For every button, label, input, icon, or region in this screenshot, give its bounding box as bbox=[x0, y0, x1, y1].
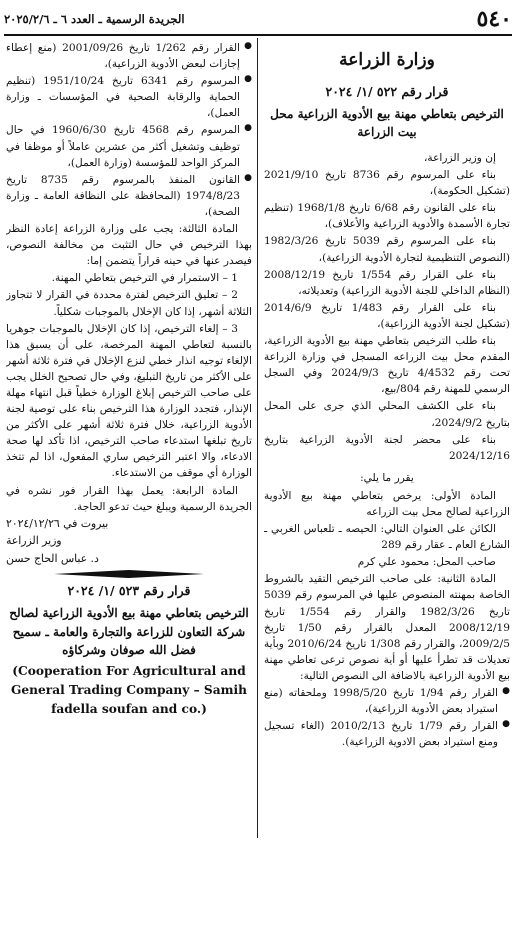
list-item: ● القانون المنفذ بالمرسوم رقم 8735 تاريخ 1974/8/23 (المحافظة على النظافة العامة ـ وزارة الصحة)، bbox=[6, 172, 252, 220]
list-item: ● المرسوم رقم 6341 تاريخ 1951/10/24 (تنظيم الحماية والرقابة الصحية في المؤسسات ـ وزارة العمل)، bbox=[6, 73, 252, 121]
ministry-title: وزارة الزراعة bbox=[339, 50, 435, 70]
page-number: ٥٤٠ bbox=[476, 6, 512, 32]
list-item: ● القرار رقم 1/94 تاريخ 1998/5/20 وملحقاته (منع استيراد بعض الأدوية الزراعية)، bbox=[264, 685, 510, 717]
option-suspend: 2 – تعليق الترخيص لفترة محددة في القرار لا تتجاوز الثلاثة أشهر، إذا كان الإخلال بالموجبات شكلياً. bbox=[6, 289, 252, 318]
decree-number-2: قرار رقم ٥٢٣ /١/ ٢٠٢٤ bbox=[67, 582, 191, 598]
preamble-item: بناء على القانون رقم 6/68 تاريخ 1968/1/8 (تنظيم تجارة الأسمدة والأدوية الزراعية والأعلاف)، bbox=[264, 202, 510, 231]
preamble-item: بناء على المرسوم رقم 5039 تاريخ 1982/3/26 (النصوص التنظيمية لتجارة الأدوية الزراعية)، bbox=[264, 235, 510, 264]
page-header bbox=[4, 4, 512, 36]
option-continue: 1 – الاستمرار في الترخيص بتعاطي المهنة. bbox=[51, 272, 238, 285]
decree-subject-2: الترخيص بتعاطي مهنة بيع الأدوية الزراعية لصالح شركة التعاون للزراعة والتجارة والعامة ـ سميح فضل الله صوفان وشركاؤه bbox=[9, 605, 249, 658]
article-four: المادة الرابعة: يعمل بهذا القرار فور نشره في الجريدة الرسمية ويبلغ حيث تدعو الحاجة. bbox=[6, 484, 252, 513]
preamble-item: بناء على الكشف المحلي الذي جرى على المحل بتاريخ 2024/9/2، bbox=[264, 400, 510, 429]
right-column bbox=[264, 40, 510, 751]
list-item: ● القرار رقم 1/262 تاريخ 2001/09/26 (منع إعطاء إجازات لبعض الأدوية الزراعية)، bbox=[6, 40, 252, 72]
preamble-item: بناء طلب الترخيص بتعاطي مهنة بيع الأدوية الزراعية، المقدم محل بيت الزراعه المسجل في وزارة الزراعة تحت رقم 4/4532 تاريخ 2024/9/3 وفي السجل الرسمي للمهنة رقم 804/بيع، bbox=[264, 335, 510, 396]
signature-title: وزير الزراعة bbox=[6, 534, 62, 548]
company-english-name: (Cooperation For Agricultural and General Trading Company – Samih fadella soufan and co.) bbox=[11, 663, 247, 716]
preamble-minister: إن وزير الزراعة، bbox=[424, 152, 496, 165]
signature-name: د. عباس الحاج حسن bbox=[6, 551, 99, 565]
preamble-item: بناء على المرسوم رقم 8736 تاريخ 2021/9/10 (تشكيل الحكومة)، bbox=[264, 169, 510, 198]
gazette-issue-line: الجريدة الرسمية ـ العدد ٦ ـ ٢٠٢٥/٢/٦ bbox=[4, 12, 185, 26]
list-item: ● القرار رقم 1/79 تاريخ 2010/2/13 (الغاء تسجيل ومنع استيراد بعض الادوية الزراعية). bbox=[264, 718, 510, 750]
column-divider bbox=[257, 38, 258, 838]
article-one-address: الكائن على العنوان التالي: الحيصه ـ تلعباس الغربي ـ الشارع العام ـ عقار رقم 289 bbox=[264, 523, 510, 552]
decides-heading: يقرر ما يلي: bbox=[360, 471, 414, 484]
article-one: المادة الأولى: يرخص بتعاطي مهنة بيع الأدوية الزراعية لصالح محل بيت الزراعه bbox=[264, 489, 510, 518]
signature-date: بيروت في ٢٠٢٤/١٢/٢٦ bbox=[6, 516, 109, 530]
decree-number: قرار رقم ٥٢٢ /١/ ٢٠٢٤ bbox=[325, 83, 449, 99]
ornament-rule-icon bbox=[54, 569, 204, 579]
preamble-item: بناء على محضر لجنة الأدوية الزراعية بتاريخ 2024/12/16 bbox=[264, 433, 510, 462]
article-one-owner: صاحب المحل: محمود علي كرم bbox=[357, 556, 496, 569]
decree-subject: الترخيص بتعاطي مهنة بيع الأدوية الزراعية محل بيت الزراعة bbox=[270, 106, 504, 140]
article-three: المادة الثالثة: يجب على وزارة الزراعة إعادة النظر بهذا الترخيص في حال التثبت من مخالفة النصوص، فيصدر عنها في حينه قراراً يتضمن إما: bbox=[6, 223, 252, 268]
article-two: المادة الثانية: على صاحب الترخيص التقيد بالشروط الخاصة بمهنته المنصوص عليها في المرسوم رقم 5039 تاريخ 1982/3/26 والقرار رقم 1/554 تاريخ 2008/12/19 المعدل بالقرار رقم 1/50 تاريخ 2009/2/5، والقرار رقم 1/308 تاريخ 2010/6/24 وبأية تعديلات قد تطرأ عليها أو أية نصوص ترعى تعاطي مهنة بيع الأدوية الزراعية بالاضافة الى النصوص التالية: bbox=[264, 573, 510, 682]
option-cancel: 3 – إلغاء الترخيص، إذا كان الإخلال بالموجبات جوهريا بالنسبة لتعاطي المهنة المرخصة، على أن يسبق هذا الإلغاء توجيه انذار خطي لنزع الإخلال في فترة ثلاثة أشهر على الأكثر من تاريخ التبليغ، وفي حال تصحيح الخلل يجب على صاحب الترخيص إبلاغ الوزارة خطياً قبل انتهاء مهلة الإنذار، فتجدد الوزارة هذا الترخيص بناء على توصية لجنة الأدوية الزراعية، خلال فترة ثلاثة أشهر على الأكثر من تاريخ تبلغها استدعاء صاحب الترخيص، اذا تأكد لها صحة الادعاء، والا اعتبر الترخيص ساري المفعول، اذا لم تتخذ الوزارة أي موقف من الاستدعاء. bbox=[6, 322, 252, 480]
preamble-item: بناء على القرار رقم 1/554 تاريخ 2008/12/19 (النظام الداخلي للجنة الأدوية الزراعية) وتعديلاته، bbox=[264, 268, 510, 297]
preamble-item: بناء على القرار رقم 1/483 تاريخ 2014/6/9 (تشكيل لجنة الأدوية الزراعية)، bbox=[264, 301, 510, 330]
list-item: ● المرسوم رقم 4568 تاريخ 1960/6/30 في حال توظيف وتشغيل أكثر من عشرين عاملاً أو موظفا في المركز الواحد للمؤسسة (وزارة العمل)، bbox=[6, 122, 252, 170]
section-ornament bbox=[6, 569, 252, 579]
left-column bbox=[6, 40, 252, 718]
